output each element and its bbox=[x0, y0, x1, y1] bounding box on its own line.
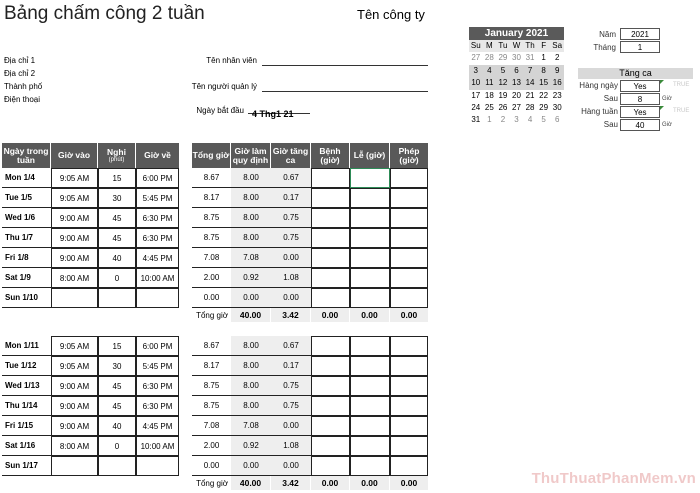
sick-hours-cell[interactable] bbox=[311, 208, 350, 228]
day-cell: Thu 1/7 bbox=[2, 228, 51, 248]
vacation-hours-cell[interactable] bbox=[390, 356, 428, 376]
regular-hours-cell: 8.00 bbox=[231, 188, 271, 208]
calendar-day[interactable]: 2 bbox=[500, 115, 506, 125]
sick-hours-cell[interactable] bbox=[311, 228, 350, 248]
holiday-hours-cell[interactable] bbox=[350, 356, 390, 376]
time-out-cell[interactable]: 4:45 PM bbox=[136, 248, 179, 268]
calendar-day[interactable]: 4 bbox=[483, 65, 497, 77]
weekly-threshold-input[interactable]: 40 bbox=[620, 119, 660, 131]
header-time-out: Giờ về bbox=[136, 143, 179, 168]
overtime-hours-cell: 0.17 bbox=[271, 356, 311, 376]
week-2-total-holiday: 0.00 bbox=[350, 476, 389, 490]
calendar-day[interactable]: 11 bbox=[483, 77, 497, 89]
daily-overtime-select[interactable]: Yes bbox=[620, 80, 660, 92]
total-hours-cell: 2.00 bbox=[192, 268, 231, 288]
holiday-hours-cell[interactable] bbox=[350, 416, 390, 436]
calendar-day[interactable]: 24 bbox=[471, 102, 481, 112]
regular-hours-cell: 8.00 bbox=[231, 208, 271, 228]
regular-hours-cell: 8.00 bbox=[231, 356, 271, 376]
calendar-day[interactable]: 17 bbox=[471, 90, 481, 100]
break-cell[interactable]: 0 bbox=[98, 436, 136, 456]
calendar bbox=[469, 27, 564, 127]
overtime-hours-cell: 0.00 bbox=[271, 416, 311, 436]
break-cell[interactable]: 30 bbox=[98, 188, 136, 208]
regular-hours-cell: 7.08 bbox=[231, 416, 271, 436]
employee-label: Tên nhân viên bbox=[206, 56, 257, 65]
week-2-total-vacation: 0.00 bbox=[390, 476, 428, 490]
comment-flag-icon bbox=[660, 106, 664, 110]
weekly-label: Hàng tuần bbox=[581, 107, 618, 116]
day-cell: Wed 1/13 bbox=[2, 376, 51, 396]
holiday-hours-cell[interactable] bbox=[350, 376, 390, 396]
calendar-day[interactable]: 20 bbox=[512, 90, 521, 100]
day-cell: Mon 1/11 bbox=[2, 336, 51, 356]
time-out-cell[interactable]: 10:00 AM bbox=[136, 436, 179, 456]
total-hours-cell: 8.17 bbox=[192, 356, 231, 376]
calendar-day[interactable]: 13 bbox=[510, 77, 524, 89]
sick-hours-cell[interactable] bbox=[311, 436, 350, 456]
daily-threshold-input[interactable]: 8 bbox=[620, 93, 660, 105]
week-1-total-regular: 40.00 bbox=[231, 308, 270, 322]
day-cell: Tue 1/5 bbox=[2, 188, 51, 208]
overtime-hours-cell: 0.75 bbox=[271, 208, 311, 228]
sick-hours-cell[interactable] bbox=[311, 416, 350, 436]
break-cell[interactable]: 40 bbox=[98, 416, 136, 436]
sick-hours-cell[interactable] bbox=[311, 336, 350, 356]
time-out-cell[interactable]: 10:00 AM bbox=[136, 268, 179, 288]
overtime-hours-cell: 0.00 bbox=[271, 456, 311, 476]
calendar-title: January 2021 bbox=[469, 27, 564, 40]
holiday-hours-cell[interactable] bbox=[350, 248, 390, 268]
overtime-hours-cell: 0.75 bbox=[271, 396, 311, 416]
regular-hours-cell: 8.00 bbox=[231, 376, 271, 396]
calendar-day[interactable]: 28 bbox=[525, 102, 535, 112]
calendar-day[interactable]: 8 bbox=[537, 65, 551, 77]
calendar-day[interactable]: 6 bbox=[510, 65, 524, 77]
employee-field[interactable] bbox=[262, 56, 428, 66]
calendar-grid bbox=[469, 40, 564, 127]
after-weekly-label: Sau bbox=[603, 120, 618, 129]
regular-hours-cell: 8.00 bbox=[231, 396, 271, 416]
vacation-hours-cell[interactable] bbox=[390, 396, 428, 416]
daily-label: Hàng ngày bbox=[579, 81, 618, 90]
break-cell[interactable]: 45 bbox=[98, 396, 136, 416]
time-in-cell[interactable]: 9:05 AM bbox=[51, 356, 98, 376]
regular-hours-cell: 8.00 bbox=[231, 228, 271, 248]
time-in-cell[interactable]: 9:00 AM bbox=[51, 396, 98, 416]
time-in-cell[interactable]: 9:05 AM bbox=[51, 188, 98, 208]
start-date-value: 4 Thg1 21 bbox=[252, 109, 294, 119]
calendar-day[interactable]: 14 bbox=[523, 77, 537, 89]
calendar-day[interactable]: 15 bbox=[537, 77, 551, 89]
holiday-hours-cell[interactable] bbox=[350, 396, 390, 416]
day-cell: Sun 1/10 bbox=[2, 288, 51, 308]
calendar-day[interactable]: 4 bbox=[527, 115, 533, 125]
calendar-day[interactable]: 5 bbox=[541, 115, 546, 125]
week-1-total-overtime: 3.42 bbox=[271, 308, 310, 322]
week-2-total-label: Tổng giờ bbox=[196, 478, 228, 488]
overtime-header: Tăng ca bbox=[578, 68, 693, 79]
overtime-hours-cell: 0.67 bbox=[271, 336, 311, 356]
day-cell: Sat 1/9 bbox=[2, 268, 51, 288]
calendar-dow: F bbox=[537, 40, 551, 52]
break-cell[interactable]: 30 bbox=[98, 356, 136, 376]
break-cell[interactable] bbox=[98, 456, 136, 476]
calendar-day[interactable]: 27 bbox=[512, 102, 521, 112]
time-in-cell[interactable] bbox=[51, 288, 98, 308]
calendar-dow: Th bbox=[523, 40, 537, 52]
calendar-dow: Su bbox=[469, 40, 483, 52]
vacation-hours-cell[interactable] bbox=[390, 336, 428, 356]
holiday-hours-cell[interactable] bbox=[350, 208, 390, 228]
time-out-cell[interactable]: 6:00 PM bbox=[136, 168, 179, 188]
time-in-cell[interactable]: 9:00 AM bbox=[51, 228, 98, 248]
calendar-day[interactable]: 30 bbox=[512, 53, 521, 63]
address-line-1: Địa chỉ 1 bbox=[4, 56, 36, 65]
start-date-field[interactable] bbox=[248, 104, 310, 119]
calendar-day[interactable]: 18 bbox=[484, 90, 494, 100]
manager-field[interactable] bbox=[262, 82, 428, 92]
sick-hours-cell[interactable] bbox=[311, 396, 350, 416]
time-in-cell[interactable]: 9:00 AM bbox=[51, 376, 98, 396]
time-out-cell[interactable]: 4:45 PM bbox=[136, 416, 179, 436]
page-title: Bảng chấm công 2 tuần bbox=[4, 3, 205, 24]
calendar-day[interactable]: 3 bbox=[514, 115, 519, 125]
time-in-cell[interactable]: 9:05 AM bbox=[51, 168, 98, 188]
time-out-cell[interactable]: 6:00 PM bbox=[136, 336, 179, 356]
break-cell[interactable]: 45 bbox=[98, 228, 136, 248]
holiday-hours-cell[interactable] bbox=[350, 288, 390, 308]
break-cell[interactable]: 15 bbox=[98, 168, 136, 188]
header-sick-hours: Bệnh (giờ) bbox=[311, 143, 349, 168]
week-2-total-overtime: 3.42 bbox=[271, 476, 310, 490]
day-cell: Tue 1/12 bbox=[2, 356, 51, 376]
calendar-day[interactable]: 10 bbox=[469, 77, 483, 89]
break-cell[interactable]: 15 bbox=[98, 336, 136, 356]
time-in-cell[interactable]: 9:05 AM bbox=[51, 336, 98, 356]
calendar-day[interactable]: 3 bbox=[469, 65, 483, 77]
total-hours-cell: 2.00 bbox=[192, 436, 231, 456]
sick-hours-cell[interactable] bbox=[311, 456, 350, 476]
header-break-unit: (phút) bbox=[108, 156, 125, 163]
header-break-label: Nghỉ bbox=[107, 146, 126, 157]
sick-hours-cell[interactable] bbox=[311, 268, 350, 288]
overtime-hours-cell: 0.00 bbox=[271, 248, 311, 268]
regular-hours-cell: 0.92 bbox=[231, 436, 271, 456]
calendar-day[interactable]: 16 bbox=[550, 77, 564, 89]
sick-hours-cell[interactable] bbox=[311, 168, 350, 188]
sick-hours-cell[interactable] bbox=[311, 376, 350, 396]
month-label: Tháng bbox=[593, 43, 616, 52]
year-label: Năm bbox=[599, 30, 616, 39]
calendar-dow: M bbox=[483, 40, 497, 52]
time-out-cell[interactable]: 6:30 PM bbox=[136, 228, 179, 248]
calendar-dow: Tu bbox=[496, 40, 510, 52]
holiday-hours-cell[interactable] bbox=[350, 268, 390, 288]
vacation-hours-cell[interactable] bbox=[390, 268, 428, 288]
sick-hours-cell[interactable] bbox=[311, 248, 350, 268]
address-line-2: Địa chỉ 2 bbox=[4, 69, 36, 78]
calendar-day[interactable]: 7 bbox=[523, 65, 537, 77]
vacation-hours-cell[interactable] bbox=[390, 436, 428, 456]
calendar-day[interactable]: 6 bbox=[554, 115, 560, 125]
start-date-label: Ngày bắt đầu bbox=[196, 106, 244, 115]
break-cell[interactable] bbox=[98, 288, 136, 308]
week-1-total-holiday: 0.00 bbox=[350, 308, 389, 322]
header-overtime-hours: Giờ tăng ca bbox=[271, 143, 310, 168]
month-input[interactable]: 1 bbox=[620, 41, 660, 53]
total-hours-cell: 7.08 bbox=[192, 416, 231, 436]
sick-hours-cell[interactable] bbox=[311, 356, 350, 376]
calendar-day[interactable]: 1 bbox=[487, 115, 492, 125]
address-phone: Điện thoại bbox=[4, 95, 41, 104]
total-hours-cell: 0.00 bbox=[192, 456, 231, 476]
vacation-hours-cell[interactable] bbox=[390, 208, 428, 228]
break-cell[interactable]: 45 bbox=[98, 376, 136, 396]
total-hours-cell: 8.75 bbox=[192, 396, 231, 416]
holiday-hours-cell[interactable] bbox=[350, 188, 390, 208]
vacation-hours-cell[interactable] bbox=[390, 376, 428, 396]
header-day: Ngày trong tuần bbox=[2, 143, 50, 168]
overtime-hours-cell: 0.75 bbox=[271, 376, 311, 396]
calendar-day[interactable]: 30 bbox=[552, 102, 562, 112]
time-in-cell[interactable]: 9:00 AM bbox=[51, 416, 98, 436]
regular-hours-cell: 0.00 bbox=[231, 456, 271, 476]
calendar-dow: Sa bbox=[550, 40, 564, 52]
holiday-hours-cell[interactable] bbox=[350, 168, 390, 188]
calendar-day[interactable]: 12 bbox=[496, 77, 510, 89]
calendar-dow: W bbox=[510, 40, 524, 52]
weekly-unit: Giờ bbox=[662, 122, 672, 128]
time-in-cell[interactable]: 8:00 AM bbox=[51, 436, 98, 456]
after-daily-label: Sau bbox=[603, 94, 618, 103]
time-in-cell[interactable]: 9:00 AM bbox=[51, 248, 98, 268]
day-cell: Thu 1/14 bbox=[2, 396, 51, 416]
header-regular-hours: Giờ làm quy định bbox=[231, 143, 270, 168]
day-cell: Mon 1/4 bbox=[2, 168, 51, 188]
break-cell[interactable]: 45 bbox=[98, 208, 136, 228]
week-2-total-regular: 40.00 bbox=[231, 476, 270, 490]
calendar-day[interactable]: 25 bbox=[484, 102, 494, 112]
header-time-in: Giờ vào bbox=[51, 143, 97, 168]
calendar-day[interactable]: 21 bbox=[525, 90, 535, 100]
hidden-true-1: TRUE bbox=[673, 82, 690, 88]
overtime-hours-cell: 0.67 bbox=[271, 168, 311, 188]
overtime-hours-cell: 0.00 bbox=[271, 288, 311, 308]
calendar-day[interactable]: 31 bbox=[471, 115, 481, 125]
calendar-day[interactable]: 23 bbox=[552, 90, 562, 100]
holiday-hours-cell[interactable] bbox=[350, 336, 390, 356]
calendar-day[interactable]: 2 bbox=[554, 53, 560, 63]
time-out-cell[interactable]: 6:30 PM bbox=[136, 208, 179, 228]
vacation-hours-cell[interactable] bbox=[390, 416, 428, 436]
week-1-total-sick: 0.00 bbox=[311, 308, 349, 322]
time-out-cell[interactable]: 5:45 PM bbox=[136, 188, 179, 208]
total-hours-cell: 7.08 bbox=[192, 248, 231, 268]
daily-unit: Giờ bbox=[662, 96, 672, 102]
calendar-day[interactable]: 22 bbox=[539, 90, 549, 100]
break-cell[interactable]: 40 bbox=[98, 248, 136, 268]
overtime-hours-cell: 1.08 bbox=[271, 268, 311, 288]
regular-hours-cell: 7.08 bbox=[231, 248, 271, 268]
sick-hours-cell[interactable] bbox=[311, 188, 350, 208]
total-hours-cell: 8.67 bbox=[192, 336, 231, 356]
watermark-text: ThuThuatPhanMem.vn bbox=[531, 470, 696, 487]
day-cell: Sun 1/17 bbox=[2, 456, 51, 476]
regular-hours-cell: 8.00 bbox=[231, 336, 271, 356]
time-in-cell[interactable] bbox=[51, 456, 98, 476]
week-1-total-label: Tổng giờ bbox=[196, 310, 228, 320]
total-hours-cell: 8.67 bbox=[192, 168, 231, 188]
time-out-cell[interactable] bbox=[136, 456, 179, 476]
address-city: Thành phố bbox=[4, 82, 43, 91]
time-out-cell[interactable]: 5:45 PM bbox=[136, 356, 179, 376]
overtime-hours-cell: 0.17 bbox=[271, 188, 311, 208]
calendar-day[interactable]: 26 bbox=[498, 102, 508, 112]
calendar-day[interactable]: 28 bbox=[484, 53, 494, 63]
regular-hours-cell: 8.00 bbox=[231, 168, 271, 188]
vacation-hours-cell[interactable] bbox=[390, 456, 428, 476]
time-in-cell[interactable]: 8:00 AM bbox=[51, 268, 98, 288]
calendar-day[interactable]: 29 bbox=[498, 53, 508, 63]
total-hours-cell: 0.00 bbox=[192, 288, 231, 308]
total-hours-cell: 8.75 bbox=[192, 376, 231, 396]
day-cell: Wed 1/6 bbox=[2, 208, 51, 228]
regular-hours-cell: 0.00 bbox=[231, 288, 271, 308]
calendar-day[interactable]: 29 bbox=[539, 102, 549, 112]
holiday-hours-cell[interactable] bbox=[350, 436, 390, 456]
calendar-day[interactable]: 1 bbox=[541, 53, 546, 63]
time-in-cell[interactable]: 9:00 AM bbox=[51, 208, 98, 228]
week-1-total-vacation: 0.00 bbox=[390, 308, 428, 322]
header-vacation-hours: Phép (giờ) bbox=[390, 143, 428, 168]
overtime-hours-cell: 1.08 bbox=[271, 436, 311, 456]
vacation-hours-cell[interactable] bbox=[390, 168, 428, 188]
overtime-hours-cell: 0.75 bbox=[271, 228, 311, 248]
company-name: Tên công ty bbox=[357, 7, 425, 22]
total-hours-cell: 8.75 bbox=[192, 228, 231, 248]
total-hours-cell: 8.17 bbox=[192, 188, 231, 208]
holiday-hours-cell[interactable] bbox=[350, 456, 390, 476]
day-cell: Fri 1/8 bbox=[2, 248, 51, 268]
vacation-hours-cell[interactable] bbox=[390, 228, 428, 248]
time-out-cell[interactable] bbox=[136, 288, 179, 308]
header-holiday-hours: Lễ (giờ) bbox=[350, 143, 389, 168]
header-break bbox=[98, 143, 135, 168]
comment-flag-icon bbox=[660, 80, 664, 84]
vacation-hours-cell[interactable] bbox=[390, 248, 428, 268]
day-cell: Fri 1/15 bbox=[2, 416, 51, 436]
total-hours-cell: 8.75 bbox=[192, 208, 231, 228]
weekly-overtime-select[interactable]: Yes bbox=[620, 106, 660, 118]
week-2-total-sick: 0.00 bbox=[311, 476, 349, 490]
hidden-true-2: TRUE bbox=[673, 108, 690, 114]
break-cell[interactable]: 0 bbox=[98, 268, 136, 288]
vacation-hours-cell[interactable] bbox=[390, 288, 428, 308]
header-total-hours: Tổng giờ bbox=[192, 143, 230, 168]
calendar-day[interactable]: 9 bbox=[550, 65, 564, 77]
regular-hours-cell: 0.92 bbox=[231, 268, 271, 288]
calendar-day[interactable]: 5 bbox=[496, 65, 510, 77]
time-out-cell[interactable]: 6:30 PM bbox=[136, 396, 179, 416]
manager-label: Tên người quản lý bbox=[191, 82, 257, 91]
day-cell: Sat 1/16 bbox=[2, 436, 51, 456]
calendar-day[interactable]: 31 bbox=[525, 53, 535, 63]
year-input[interactable]: 2021 bbox=[620, 28, 660, 40]
holiday-hours-cell[interactable] bbox=[350, 228, 390, 248]
sick-hours-cell[interactable] bbox=[311, 288, 350, 308]
calendar-day[interactable]: 27 bbox=[471, 53, 481, 63]
vacation-hours-cell[interactable] bbox=[390, 188, 428, 208]
calendar-day[interactable]: 19 bbox=[498, 90, 508, 100]
time-out-cell[interactable]: 6:30 PM bbox=[136, 376, 179, 396]
